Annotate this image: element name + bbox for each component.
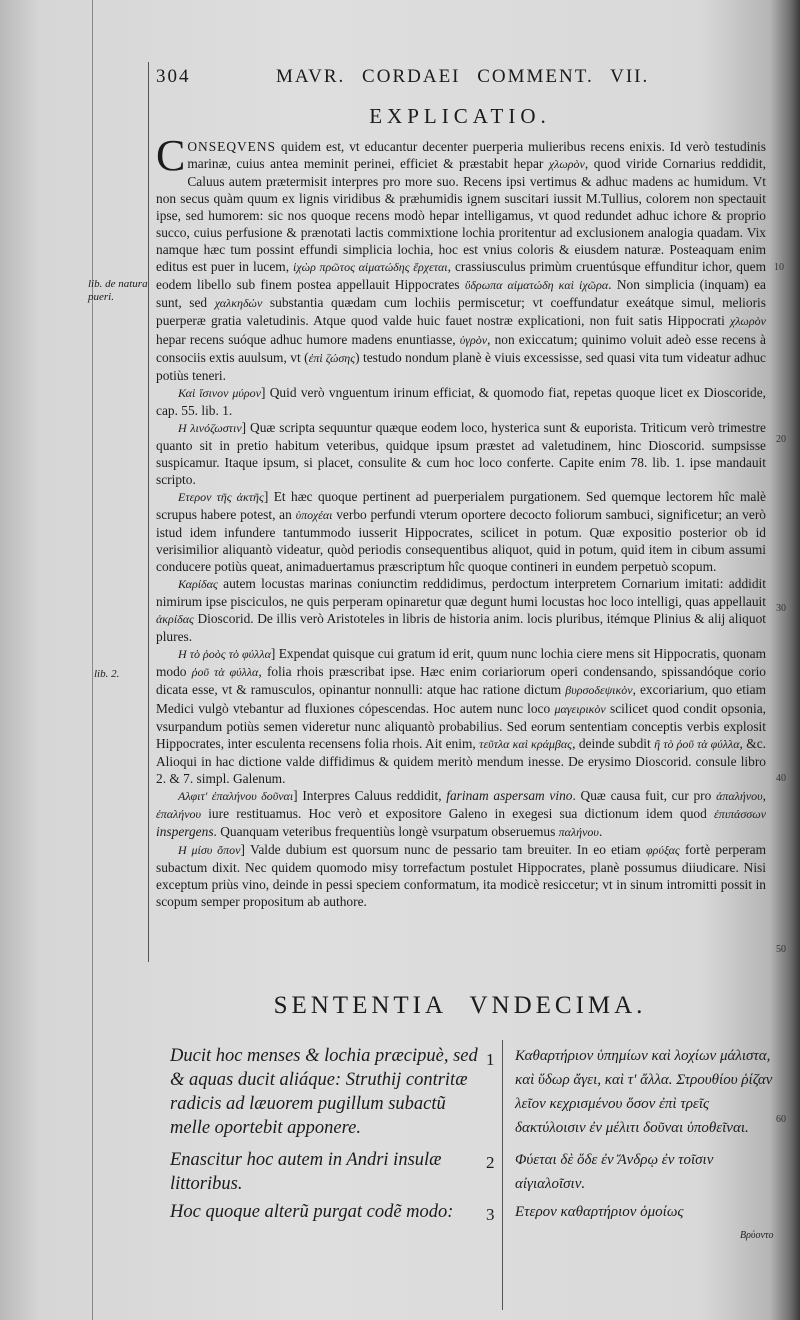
greek-phrase: παλήνου [558,824,599,839]
line-number: 20 [776,434,786,445]
greek-phrase: ἀπαλήνου [716,788,763,803]
text-run: , [762,787,767,803]
left-column-rule [148,62,149,962]
greek-verse-1: Καθαρτήριον ὑπημίων καὶ λοχίων μάλιστα, καὶ ὕδωρ ἄγει, καὶ τ' ἄλλα. Στρουθίου ῥίζαν λεῖον κεχρισμένου ὅσον ἐπὶ τρεῖς δακτύλοισιν ἐν μέλιτι δοῦναι ὑποθεῖναι. [515,1048,773,1136]
running-title: MAVR. CORDAEI COMMENT. VII. [276,66,650,87]
verse-number-1: 1 [486,1050,495,1069]
text-run: Dioscorid. De illis verò Aristoteles in libris de historia anim. locis pluribus, itémque Plinius & alij aliquot plures. [156,611,766,645]
greek-phrase: ἐπὶ ζώσης [308,350,356,365]
text-run: , &c. Alioqui in hac dictione valde diffidimus & quidem meritò mendum inesse. De erysimo Dioscorid. consule libro 2. & 7. simpl. Galenum. [156,735,767,786]
text-run: quidem est, vt educantur decenter puerperia mulieribus recens enixis. Id verò testudinis marinæ, cuius antea meminit perinei, efficiet & præstabit hepar [187,139,766,172]
paragraph-3 [156,419,766,488]
text-run: . Non simplicia (inquam) ea sunt, sed [156,277,766,311]
greek-phrase: φρύξας [646,842,680,857]
text-run: autem locustas marinas coniunctim reddidimus, perdoctum interpretem Cornarium imitati: addidit nimirum ipse pisciculos, ne quis perperam opinaretur quæ degunt humi locustas hoc loco intelligi, quas appellauit [156,576,766,610]
text-run: . [598,823,603,839]
lemma: Ετερον τῆς ἀκτῆς [178,489,264,504]
text-run: ] Expendat quisque cui gratum id erit, quum nunc lochia ciere mens sit Hippocratis, quonam modo [156,646,766,680]
latin-verse-1: Ducit hoc menses & lochia præcipuè, sed & aquas ducit aliáque: Struthij contritæ radicis ad læuorem pugillum subactũ melle oportebit apponere. [170,1046,478,1138]
latin-verse-3: Hoc quoque alterũ purgat codẽ modo: [170,1202,454,1222]
text-run: substantia quædam cum lochiis permiscetur; vt coeffundatur exeátque simul, melioris puerperæ gratia valetudinis. Atque quod valde huic fauet nostræ explicationi, non fuit satis Hippocrati [156,295,766,329]
greek-verse-2: Φύεται δὲ ὅδε ἐν Ἄνδρῳ ἐν τοῖσιν αἰγιαλοῖσιν. [515,1152,714,1192]
latin-verse-2: Enascitur hoc autem in Andri insulæ littoribus. [170,1150,442,1194]
greek-phrase: ἢ τὸ ῥοῦ τὰ φύλλα [654,736,740,751]
greek-phrase: χλωρὸν [548,157,585,172]
line-number: 10 [774,262,784,273]
line-number: 30 [776,603,786,614]
greek-phrase: ὑποχέαι [295,507,333,522]
paragraph-5 [156,575,766,645]
italic-phrase: inspergens [156,823,214,839]
greek-phrase: ῥοῦ τὰ φύλλα [191,665,259,680]
text-run: ] Valde dubium est quorsum nunc de pessario tam breuiter. In eo etiam [240,841,647,857]
paragraph-6 [156,645,766,786]
drop-initial: C [156,131,186,180]
commentary-text [156,131,767,910]
catchword: Βρύοντο [740,1230,774,1241]
text-run: ) testudo nondum planè è viuis excessisse, sed quasi vita tum videatur adhuc potiùs teneri. [156,349,766,383]
greek-phrase: ἀκρίδας [156,612,194,627]
greek-phrase: τεῦτλα καὶ κράμβας [479,736,573,751]
text-run: ] Quæ scripta sequuntur quæque eodem loco, hysterica sunt & euporista. Triticum verò trimestre quanto sit in pretio habitum veteribus, quidque ipsum præstet ad valetudinem, hinc Dioscorid. sumpsisse suspicamur. Itaque ipsum, si placet, consulite & cum hoc loco conferte. Capite enim 78. lib. 1. ipse mandauit scripto. [156,419,766,487]
margin-note-natura-pueri: lib. de natura pueri. [88,278,148,303]
text-run: , excoriarium, quo etiam Medici vulgò vtebantur ad fluxiones cópescendas. Hoc autem nunc loco [156,682,766,716]
page-number: 304 [156,66,191,87]
text-run: , crassiusculus primùm cruentúsque effunditur ichor, quem eodem libello sub finem postea appellauit Hippocrates [156,259,767,293]
text-run: , non exiccatum; quinimo voluit adeò esse recens à consociis extis auulsum, vt ( [156,331,766,365]
text-run: ] Et hæc quoque pertinent ad puerperialem purgationem. Sed quemque lectorem hîc malè scrupus habere potest, an [156,488,766,522]
greek-phrase: χαλκηδὼν [214,296,263,311]
lemma: Αλφιτ' ἐπαλήνου δοῦναι [178,788,294,803]
paragraph-7 [156,787,766,841]
greek-phrase: ἐπαλήνου [156,806,202,821]
lemma: Η μίσυ ὄπον [178,842,241,857]
lemma: Η λινόζωστιν [178,420,242,435]
explicatio-heading: EXPLICATIO. [369,104,551,128]
text-run: hepar recens suóque adhuc humore madens enuntiasse, [156,331,460,347]
text-run: , quod viride Cornarius reddidit, Caluus autem prætermisit interpres pro more suo. Recens ipsi vertimus & adhuc madens ac humidum. Vt non secus quàm quum ex lignis viridibus & præhumidis ignem suscitari iussit M.Tullius, colorem non spectauit ipse, sed humorem: sic nos quoque recens modò hepar intelligamus, vt quod redundet adhuc ichore & proprio succo, cuius perfusione & prænotati lactis commixtione lochia proritentur ad exclusionem analogia quadam. Vix namque hæc tum possint effundi simplicia lochia, hoc est vnius coloris & eiusdem naturæ. Posteaquam enim editus est puer in lucem, [156,156,767,275]
greek-phrase: ἐπιπάσσων [713,806,766,821]
greek-phrase: ὕδρωπα αἱματώδη καὶ ἰχῶρα [464,278,609,293]
lemma: Καρίδας [178,577,218,592]
line-number: 50 [776,944,786,955]
text-run: ] Quid verò vnguentum irinum efficiat, & quomodo fiat, repetas quoque licet ex Dioscoride, cap. 55. lib. 1. [156,384,766,418]
lemma: Η τὸ ῥοὸς τὸ φύλλα [178,647,271,662]
margin-rule [92,0,93,1320]
text-run: . Quanquam veteribus frequentiùs longè vsurpatum obseruemus [213,823,559,839]
margin-note-lib2: lib. 2. [94,668,120,680]
line-number: 40 [776,773,786,784]
text-run: , folia rhois præscribat ipse. Hæc enim coriariorum operi condensando, spissandóque corio dicata esse, vt & ramusculos, opinantur nonnulli: atque hac ratione dictum [156,664,766,698]
verse-number-3: 3 [486,1205,495,1224]
text-run: fortè perperam subactum dixit. Nec quidem quomodo misy torrefactum postulet Hippocrates, planè possumus diiudicare. Nisi exceptum priùs vino, deinde in pessi speciem conformatum, ita modicè resiccetur; vt in sinum intromitti possit in scopum semper propositum ab authore. [156,841,766,910]
greek-phrase: ἰχὼρ πρῶτος αἱματώδης ἔρχεται [293,260,448,275]
paragraph-1 [156,131,767,384]
text-run: iure restituamus. Hoc verò et expositore Galeno in exegesi sua dictionum idem quod [201,805,714,821]
column-divider [502,1040,503,1310]
greek-phrase: βυρσοδεψικὸν [565,683,633,698]
text-run: , deinde subdit [572,735,655,751]
greek-verse-3: Ετερον καθαρτήριον ὁμοίως [515,1204,684,1220]
italic-phrase: farinam aspersam vino [446,787,573,803]
text-run: scilicet quod condit opsonia, vsurpandum potiùs semen videretur nunc aliquantò probabilius. Sed eorum sententiam conceptis verbis explosit Hippocrates, inter esculenta recensens folia rhois. Ait enim, [156,700,766,751]
paragraph-4 [156,488,766,575]
greek-phrase: μαγειρικὸν [554,701,606,716]
sententia-heading: SENTENTIA VNDECIMA. [273,992,647,1019]
greek-phrase: χλωρὸν [729,314,766,329]
paragraph-2 [156,384,766,419]
verse-number-2: 2 [486,1153,495,1172]
paragraph-8 [156,841,766,910]
lemma: Καὶ ἴσινον μύρον [178,385,262,400]
text-run: verbo perfundi vterum oportere decocto foliorum sambuci, significetur; an verò istud idem infundere tantummodo iusserit Hippocrates, scilicet in potum. Quæ expositio posterior ob id verisimilior aliquantò videatur, quòd periodis consequentibus aliquot, quid in potum, quid item in cibum assumi conducere potiùs queat, animaduertamus præscriptum hîc quoque contineri in eundem perpetuò scopum. [156,506,766,575]
text-run: . Quæ causa fuit, cur pro [572,787,717,803]
lead-word: ONSEQVENS [187,139,276,154]
text-run: ] Interpres Caluus reddidit, [293,787,447,803]
greek-phrase: ὑγρὸν [459,332,488,347]
line-number: 60 [776,1114,786,1125]
